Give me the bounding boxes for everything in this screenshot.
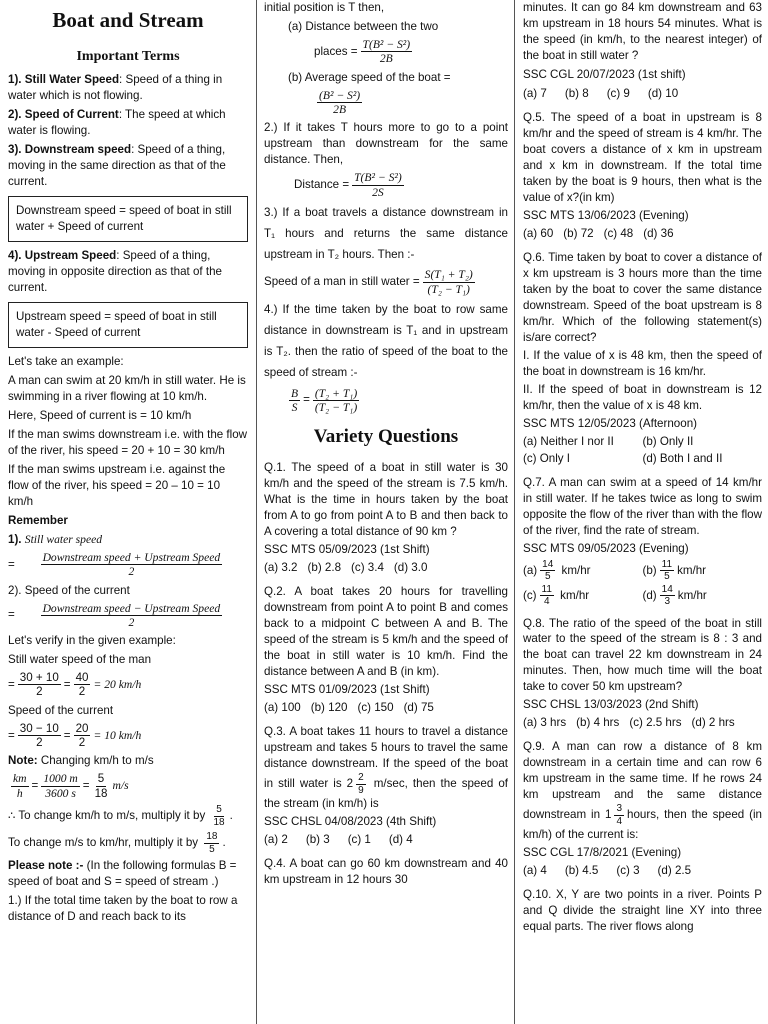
question-source: SSC MTS 05/09/2023 (1st Shift) — [264, 543, 430, 557]
formula-still-water: = $\frac{\text{Downstream speed + Upstream Speed}}{2}$ — [8, 550, 221, 579]
term-2: 2). Speed of Current: The speed at which water is flowing. — [8, 108, 226, 138]
formula-1b: $\frac{\text{(B² − S²)}}{2B}$ — [319, 88, 361, 116]
question-5: Q.5. The speed of a boat in upstream is 8 km/hr and the speed of stream is 4 km/hr. The boat covers a distance of x km in upstream and x km in downstream. If the total time taken by the boat is 9 hours, then what is the value of x?(in km) SSC MTS 13/06/2023 (Evening) (a) 60 (b) 72 (c) 48 (d) 36 — [523, 110, 762, 240]
example-intro: Let's take an example: — [8, 355, 124, 369]
question-options: (a) $\frac{14}{5}$ km/hr (b) $\frac{11}{5}$ km/hr (c) $\frac{11}{4}$ km/hr (d) $\frac{14}{3}$ km/hr — [523, 558, 707, 607]
formula-box-upstream: Upstream speed = speed of boat in still water - Speed of current — [8, 302, 248, 348]
question-source: SSC MTS 12/05/2023 (Afternoon) — [523, 416, 697, 430]
question-6: Q.6. Time taken by boat to cover a distance of x km upstream is 3 hours more than the time taken by the boat to cover the same distance downstream. Speed of the boat upstream is 8 km/hr. Which of the following statement(s) is/are correct? I. If the value of x is 48 km, then the speed of the boat in downstream is 16 km/hr. II. If the speed of boat in downstream is 12 km/hr, then the value of x is 48 km. SSC MTS 12/05/2023 (Afternoon) (a) Neither I nor II (b) Only II (c) Only I (d) Both I and II — [523, 250, 762, 465]
please-note: Please note :- (In the following formulas B = speed of boat and S = speed of stream .) — [8, 859, 237, 889]
conversion-rule-1: ∴ To change km/h to m/s, multiply it by $\frac{5}{18}$ . — [8, 804, 233, 828]
question-source: SSC CGL 17/8/2021 (Evening) — [523, 846, 682, 860]
question-3: Q.3. A boat takes 11 hours to travel a distance upstream and takes 5 hours to travel the same distance downstream. If the speed of the boat in still water is 2 $\frac{2}{9}$ m/sec, then the speed of the stream (in km/h) is SSC CHSL 04/08/2023 (4th Shift) (a) 2 (b) 3 (c) 1 (d) 4 — [264, 725, 508, 847]
question-8: Q.8. The ratio of the speed of the boat in still water to the speed of the stream is 8 : 3 and the boat can travel 22 km downstream in 24 minutes. Then, how much time will the boat take to cover 50 km upstream? SSC CHSL 13/03/2023 (2nd Shift) (a) 3 hrs (b) 4 hrs (c) 2.5 hrs (d) 2 hrs — [523, 616, 762, 730]
question-options: (a) 60 (b) 72 (c) 48 (d) 36 — [523, 226, 674, 240]
question-options: (a) 4 (b) 4.5 (c) 3 (d) 2.5 — [523, 864, 692, 878]
question-options: (a) 7 (b) 8 (c) 9 (d) 10 — [523, 86, 679, 100]
formula-1a-text: (a) Distance between the two — [288, 19, 439, 33]
term-4: 4). Upstream Speed: Speed of a thing, moving in opposite direction as that of the current. — [8, 249, 222, 295]
conversion-rule-2: To change m/s to km/hr, multiply it by $\frac{18}{5}$ . — [8, 831, 226, 855]
column-2 — [264, 0, 508, 890]
example-text: A man can swim at 20 km/h in still water. He is swimming in a river flowing at 10 km/h. — [8, 374, 246, 404]
section-heading: Important Terms — [76, 48, 180, 64]
conversion-formula: $\frac{km}{h}$ = $\frac{1000 m}{3600 s}$ = $\frac{5}{18}$ m/s — [13, 772, 129, 800]
formula-3-text: 3.) If a boat travels a distance downstream in T₁ hours and returns the same distance upstream in T₂ hours. Then :- — [264, 205, 508, 261]
formula-1-cont: initial position is T then, — [264, 1, 385, 14]
column-3 — [523, 0, 762, 937]
still-water-label: Still water speed of the man — [8, 653, 152, 667]
question-source: SSC CHSL 13/03/2023 (2nd Shift) — [523, 698, 699, 712]
question-source: SSC CHSL 04/08/2023 (4th Shift) — [264, 815, 437, 829]
question-1: Q.1. The speed of a boat in still water is 30 km/h and the speed of the stream is 7.5 km/h. What is the time in hours taken by the boat from A to go from point A to B and then back to A covering a total distance of 90 km ? SSC MTS 05/09/2023 (1st Shift) (a) 3.2 (b) 2.8 (c) 3.4 (d) 3.0 — [264, 461, 508, 575]
question-4-cont: minutes. It can go 84 km downstream and 63 km upstream in 18 hours 54 minutes. What is the speed (in km/h, to the nearest integer) of the boat in still water ? SSC CGL 20/07/2023 (1st shift) (a) 7 (b) 8 (c) 9 (d) 10 — [523, 1, 762, 100]
question-source: SSC MTS 13/06/2023 (Evening) — [523, 208, 689, 222]
question-9: Q.9. A man can row a distance of 8 km downstream in a certain time and can row 6 km upstream in the same time. If he rows 24 km upstream and the same distance downstream in 1 $\frac{3}{4}$ hours, then the speed (in km/h) of the current is: SSC CGL 17/8/2021 (Evening) (a) 4 (b) 4.5 (c) 3 (d) 2.5 — [523, 740, 763, 878]
formula-box-downstream: Downstream speed = speed of boat in still water + Speed of current — [8, 196, 248, 242]
question-4: Q.4. A boat can go 60 km downstream and 40 km upstream in 12 hours 30 — [264, 857, 508, 887]
question-7: Q.7. A man can swim at a speed of 14 km/hr in still water. If he takes twice as long to swim opposite the flow of the river than with the flow of the river, find the rate of stream. SSC MTS 09/05/2023 (Evening) (a) $\frac{14}{5}$ km/hr (b) $\frac{11}{5}$ km/hr (c) $\frac{11}{4}$ km/hr (d) $\frac{14}{3}$ km/hr — [523, 475, 762, 607]
question-options: (a) 100 (b) 120 (c) 150 (d) 75 — [264, 701, 434, 715]
verify-text: Let's verify in the given example: — [8, 634, 176, 648]
remember-heading: Remember — [8, 513, 68, 527]
formula-1a: places = $\frac{\text{T(B² − S²)}}{2B}$ — [314, 37, 411, 66]
example-text: Here, Speed of current is = 10 km/h — [8, 409, 192, 423]
column-divider — [256, 0, 257, 1024]
formula-3: Speed of a man in still water = $\frac{\text{S(T₁ + T₂)}}{\text{(T₂ − T₁)}}$ — [264, 268, 473, 296]
example-text: If the man swims downstream i.e. with the flow of the river, his speed = 20 + 10 = 30 km/h — [8, 428, 248, 457]
formula-current: = $\frac{\text{Downstream speed − Upstream Speed}}{2}$ — [8, 601, 221, 629]
question-2: Q.2. A boat takes 20 hours for travelling downstream from point A to point B and comes back to a midpoint C between A and B. The speed of the stream is 5 km/h and the speed of the boat in still water is 10 km/h. Find the distance between A and B (in km). SSC MTS 01/09/2023 (1st Shift) (a) 100 (b) 120 (c) 150 (d) 75 — [264, 585, 508, 715]
question-source: SSC MTS 01/09/2023 (1st Shift) — [264, 683, 430, 697]
formula-1-text: 1.) If the total time taken by the boat to row a distance of D and reach back to its — [8, 894, 238, 924]
term-1: 1). Still Water Speed: Speed of a thing in water which is not flowing. — [8, 73, 223, 103]
question-10: Q.10. X, Y are two points in a river. Points P and Q divide the straight line XY into three equal parts. The river flows along — [523, 888, 762, 934]
remember-1: 1). Still water speed — [8, 532, 103, 546]
current-label: Speed of the current — [8, 703, 114, 717]
formula-1b-text: (b) Average speed of the boat = — [288, 70, 451, 84]
formula-4: $\frac{B}{S}$ = $\frac{\text{(T₂ + T₁)}}{\text{(T₂ − T₁)}}$ — [291, 386, 358, 414]
page-title: Boat and Stream — [52, 8, 204, 32]
column-divider — [514, 0, 515, 1024]
column-1 — [8, 0, 248, 928]
question-options: (a) 3.2 (b) 2.8 (c) 3.4 (d) 3.0 — [264, 561, 428, 575]
example-text: If the man swims upstream i.e. against the flow of the river, his speed = 20 – 10 = 10 km/h — [8, 462, 226, 508]
section-title: Variety Questions — [313, 426, 459, 448]
question-options: (a) Neither I nor II (b) Only II (c) Only I (d) Both I and II — [523, 434, 723, 465]
remember-2: 2). Speed of the current — [8, 583, 130, 597]
still-water-calc: = $\frac{30 + 10}{2}$ = $\frac{40}{2}$ = 20 km/h — [8, 671, 142, 699]
question-options: (a) 2 (b) 3 (c) 1 (d) 4 — [264, 833, 413, 847]
current-calc: = $\frac{30 - 10}{2}$ = $\frac{20}{2}$ = 10 km/h — [8, 721, 142, 750]
formula-2: Distance = $\frac{\text{T(B² − S²)}}{2S}$ — [294, 171, 402, 199]
note-text: Note: Changing km/h to m/s — [8, 754, 154, 768]
question-options: (a) 3 hrs (b) 4 hrs (c) 2.5 hrs (d) 2 hrs — [523, 716, 735, 730]
formula-4-text: 4.) If the time taken by the boat to row same distance in downstream is T₁ and in upstream is T₂. then the ratio of speed of the boat to the speed of stream :- — [264, 303, 508, 379]
formula-2-text: 2.) If it takes T hours more to go to a point upstream than downstream for the same distance. Then, — [264, 121, 508, 167]
term-3: 3). Downstream speed: Speed of a thing, moving in the same direction as that of the current. — [8, 143, 226, 189]
question-source: SSC MTS 09/05/2023 (Evening) — [523, 541, 689, 555]
question-source: SSC CGL 20/07/2023 (1st shift) — [523, 67, 686, 81]
